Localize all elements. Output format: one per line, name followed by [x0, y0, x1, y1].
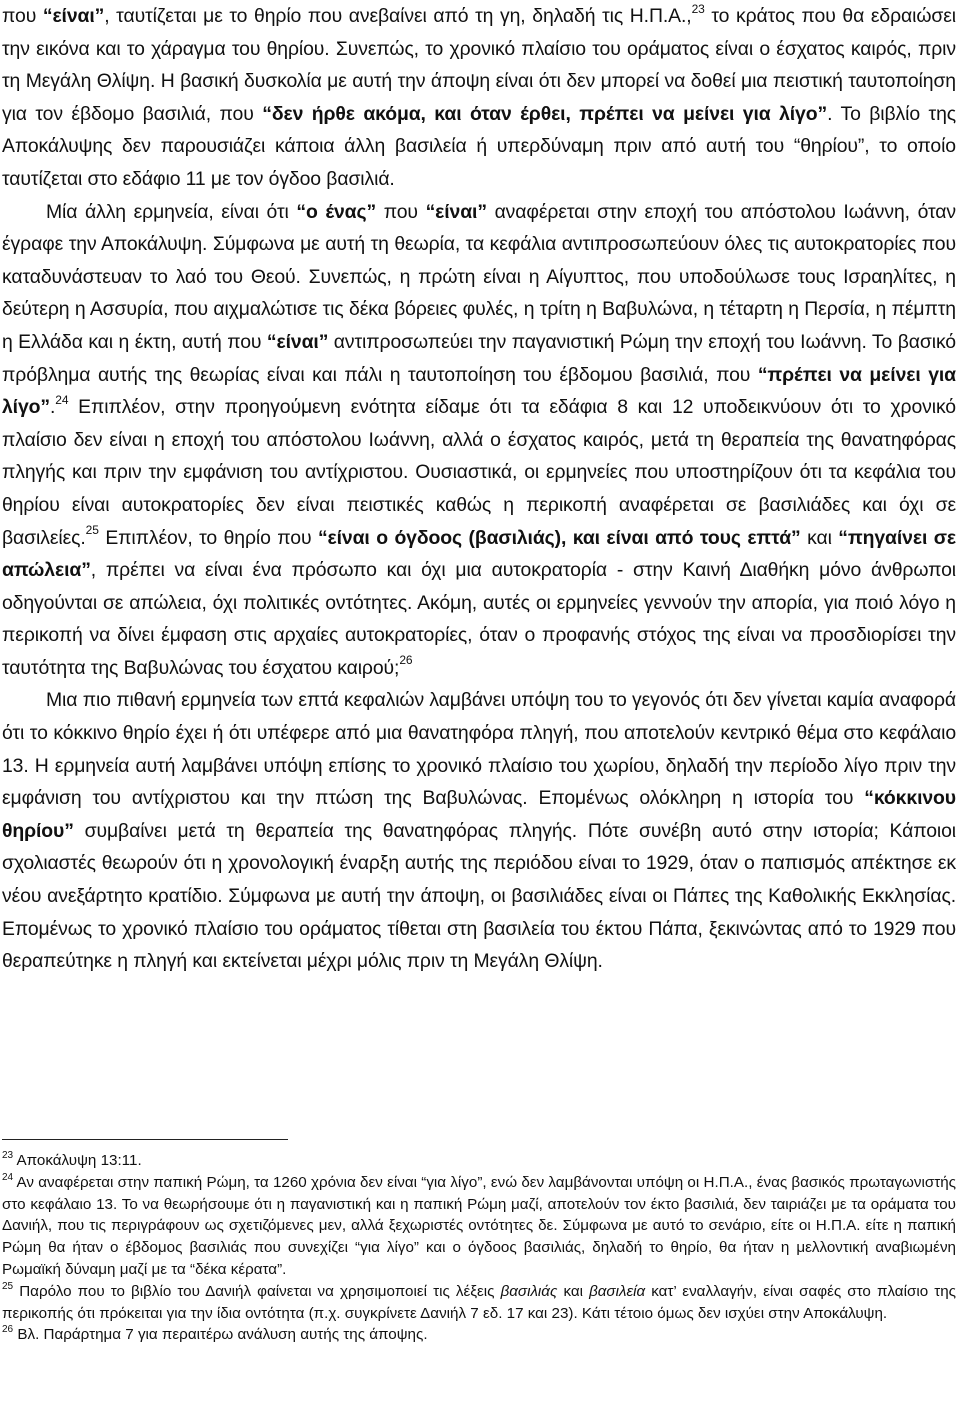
main-text — [2, 0, 956, 978]
bold-quote: “είναι” — [425, 200, 487, 223]
text-run: αναφέρεται στην εποχή του απόστολου Ιωάννη, όταν έγραφε την Αποκάλυψη. Σύμφωνα με αυτή τη θεωρία, τα κεφάλια αντιπροσωπεύουν όλες τις αυτοκρατορίες που καταδυνάστευαν το λαό του Θεού. Συνεπώς, η πρώτη είναι η Αίγυπτος, που υποδούλωσε τους Ισραηλίτες, η δεύτερη η Ασσυρία, που αιχμαλώτισε τις δέκα βόρειες φυλές, η τρίτη η Βαβυλώνα, η τέταρτη η Περσία, η πέμπτη η Ελλάδα και η έκτη, αυτή που — [2, 200, 956, 353]
bold-quote: “είναι ο όγδοος (βασιλιάς), και είναι από τους επτά” — [317, 526, 801, 549]
text-run: το κράτος που θα εδραιώσει την εικόνα και το χάραγμα του θηρίου. Συνεπώς, το χρονικό πλαίσιο του οράματος είναι ο έσχατος καιρός, πριν τη Μεγάλη Θλίψη. Η βασική δυσκολία με αυτή την άποψη είναι ότι δεν μπορεί να δοθεί μια πειστική ταυτοποίηση για τον έβδομο βασιλιά, που — [2, 5, 956, 125]
footnote-text: Βλ. Παράρτημα 7 για περαιτέρω ανάλυση αυτής της άποψης. — [13, 1326, 428, 1344]
footnote-23 — [2, 1150, 956, 1172]
footnote-ref-26[interactable]: 26 — [399, 653, 413, 668]
footnote-text: και — [557, 1282, 590, 1300]
footnote-text: κατ’ εναλλαγήν, είναι σαφές στο πλαίσιο της περικοπής ότι πρόκειται για την ίδια οντότητα (π.χ. συγκρίνετε Δανιήλ 7 εδ. 17 και 23). Κάτι τέτοιο όμως δεν ισχύει στην Αποκάλυψη. — [2, 1282, 956, 1322]
text-run: Επιπλέον, το θηρίο που — [98, 526, 318, 549]
text-run: και — [800, 526, 839, 549]
text-run: Επιπλέον, στην προηγούμενη ενότητα είδαμε ότι τα εδάφια 8 και 12 υποδεικνύουν ότι το χρονικό πλαίσιο δεν είναι η εποχή του απόστολου Ιωάννη, αλλά ο έσχατος καιρός, μετά τη θεραπεία της θανατηφόρας πληγής και πριν την εμφάνιση του αντίχριστου. Ουσιαστικά, οι ερμηνείες που υποστηρίζουν ότι τα κεφάλια του θηρίου είναι αυτοκρατορίες δεν είναι πειστικές καθώς η περικοπή αναφέρεται σε βασιλιάδες και όχι σε βασιλείες. — [2, 396, 956, 549]
paragraph-2 — [2, 196, 956, 685]
italic-term: βασιλιάς — [500, 1282, 558, 1300]
footnote-text: Αν αναφέρεται στην παπική Ρώμη, τα 1260 χρόνια δεν είναι “για λίγο”, ενώ δεν λαμβάνονται υπόψη οι Η.Π.Α., ένας βασικός πρωταγωνιστής στο κεφάλαιο 13. Το να θεωρήσουμε ότι η παγανιστική και η παπική Ρώμη μαζί, αποτελούν τον έκτο βασιλιά, δεν ταιριάζει με τα οράματα του Δανιήλ, που τις περιγράφουν ως σχετιζόμενες μεν, αλλά ξεχωριστές οντότητες δε. Σύμφωνα με αυτό το σενάριο, είτε οι Η.Π.Α. είτε η παπική Ρώμη θα ήταν ο έβδομος βασιλιάς που συνεχίζει “για λίγο” και ο όγδοος βασιλιάς, δηλαδή το θηρίο, θα ήταν η μελλοντική αναβιωμένη Ρωμαϊκή δύναμη μαζί με τα “δέκα κέρατα”. — [2, 1173, 956, 1278]
text-run: συμβαίνει μετά τη θεραπεία της θανατηφόρας πληγής. Πότε συνέβη αυτό στην ιστορία; Κάποιοι σχολιαστές θεωρούν ότι η χρονολογική έναρξη αυτής της περιόδου είναι το 1929, όταν ο παπισμός απέκτησε εκ νέου ανεξάρτητο κρατίδιο. Σύμφωνα με αυτή την άποψη, οι βασιλιάδες είναι οι Πάπες της Καθολικής Εκκλησίας. Επομένως το χρονικό πλαίσιο του οράματος τίθεται στη βασιλεία του έκτου Πάπα, ξεκινώντας από το 1929 που θεραπεύτηκε η πληγή και εκτείνεται μέχρι μόλις πριν τη Μεγάλη Θλίψη. — [2, 819, 956, 973]
text-run: αντιπροσωπεύει την παγανιστική Ρώμη την εποχή του Ιωάννη. Το βασικό πρόβλημα αυτής της θεωρίας είναι και πάλι η ταυτοποίηση του έβδομου βασιλιά, που — [2, 330, 956, 386]
text-run: , ταυτίζεται με το θηρίο που ανεβαίνει από τη γη, δηλαδή τις Η.Π.Α., — [104, 5, 692, 27]
paragraph-1 — [2, 0, 956, 196]
footnote-ref-23[interactable]: 23 — [691, 1, 705, 16]
italic-term: βασιλεία — [589, 1282, 646, 1300]
footnote-ref-25[interactable]: 25 — [85, 523, 99, 538]
text-run: που — [2, 5, 43, 27]
bold-quote: “είναι” — [42, 5, 105, 27]
bold-quote: “πηγαίνει σε απώλεια” — [2, 526, 956, 582]
bold-quote: “πρέπει να μείνει για λίγο” — [2, 363, 956, 419]
text-run: . — [50, 396, 56, 419]
footnote-26 — [2, 1324, 956, 1346]
footnote-number: 26 — [2, 1324, 14, 1336]
footnotes — [2, 1150, 956, 1346]
footnote-ref-24[interactable]: 24 — [55, 392, 69, 407]
footnote-text: Αποκάλυψη 13:11. — [13, 1152, 142, 1169]
bold-quote: “είναι” — [266, 330, 329, 353]
text-run: Μια πιο πιθανή ερμηνεία των επτά κεφαλιών λαμβάνει υπόψη του το γεγονός ότι δεν γίνεται καμία αναφορά ότι το κόκκινο θηρίο έχει ή ότι υπέφερε από μια θανατηφόρα πληγή, που αποτελούν κεντρικό θέμα στο κεφάλαιο 13. Η ερμηνεία αυτή λαμβάνει υπόψη επίσης το χρονικό πλαίσιο του χωρίου, δηλαδή την περίοδο λίγο πριν την εμφάνιση του αντίχριστου και την πτώση της Βαβυλώνας. Επομένως ολόκληρη η ιστορία του — [2, 689, 956, 810]
text-run: Μία άλλη ερμηνεία, είναι ότι — [46, 200, 297, 223]
footnote-25 — [2, 1281, 956, 1325]
footnote-number: 23 — [2, 1149, 14, 1161]
footnote-24 — [2, 1172, 956, 1281]
bold-quote: “ο ένας” — [296, 200, 377, 223]
text-run: , πρέπει να είναι ένα πρόσωπο και όχι μια αυτοκρατορία - στην Καινή Διαθήκη μόνο άνθρωποι οδηγούνται σε απώλεια, όχι πολιτικές οντότητες. Ακόμη, αυτές οι ερμηνείες γεννούν την απορία, για ποιό λόγο η περικοπή να δίνει έμφαση στις αρχαίες αυτοκρατορίες, όταν ο προφανής στόχος της είναι να προσδιορίσει την ταυτότητα της Βαβυλώνας του έσχατου καιρού; — [2, 559, 956, 679]
footnote-number: 25 — [2, 1280, 14, 1292]
text-run: . Το βιβλίο της Αποκάλυψης δεν παρουσιάζει κάποια άλλη βασιλεία ή υπερδύναμη πριν από αυτή του “θηρίου”, το οποίο ταυτίζεται στο εδάφιο 11 με τον όγδοο βασιλιά. — [2, 102, 957, 190]
paragraph-3 — [2, 684, 956, 977]
footnote-number: 24 — [2, 1171, 14, 1183]
bold-quote: “δεν ήρθε ακόμα, και όταν έρθει, πρέπει να μείνει για λίγο” — [262, 102, 828, 125]
bold-quote: “κόκκινου θηρίου” — [2, 787, 956, 842]
text-run: που — [376, 200, 426, 223]
footnote-separator — [2, 1139, 288, 1140]
footnote-text: Παρόλο που το βιβλίο του Δανιήλ φαίνεται να χρησιμοποιεί τις λέξεις — [13, 1282, 501, 1300]
